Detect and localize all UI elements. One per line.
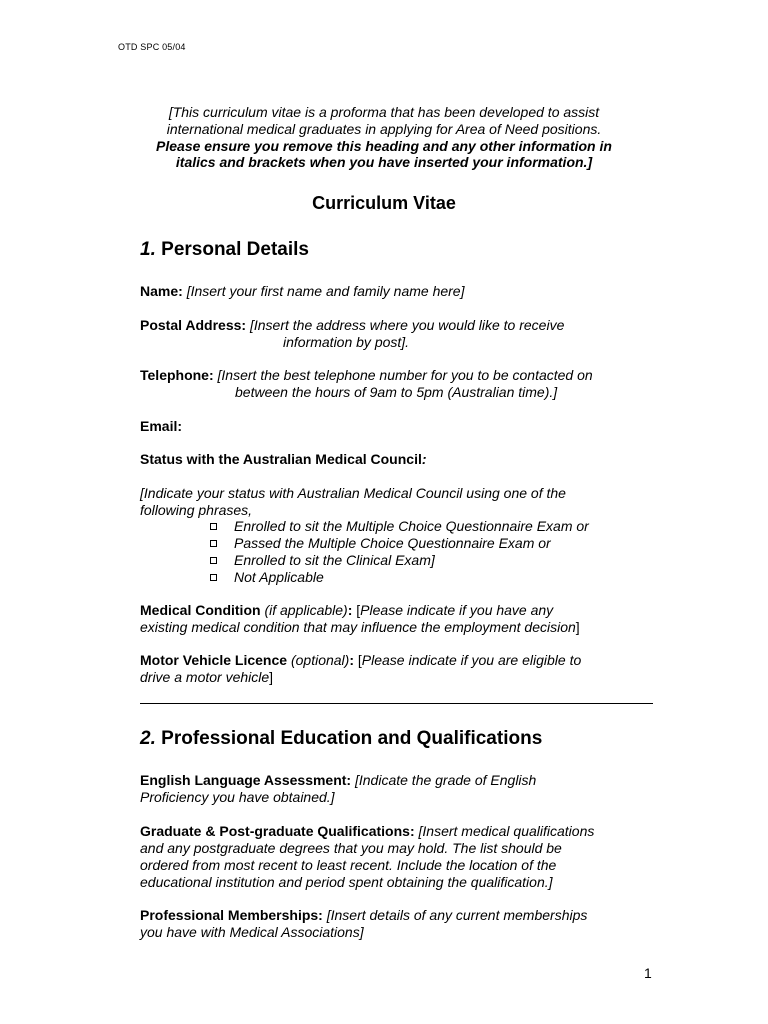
document-code: OTD SPC 05/04 xyxy=(118,42,186,52)
medical-condition-value-line-2: existing medical condition that may influence the employment decision xyxy=(140,619,576,635)
postal-value-line-1: [Insert the address where you would like to receive xyxy=(249,317,565,333)
medical-condition-qualifier: (if applicable) xyxy=(264,602,348,618)
medical-close-bracket: ] xyxy=(575,619,580,635)
telephone-field xyxy=(140,367,660,401)
english-assessment-field xyxy=(140,772,660,806)
section-divider xyxy=(140,703,653,704)
intro-line-1: [This curriculum vitae is a proforma that has been developed to assist xyxy=(168,104,600,120)
section-1-title: Personal Details xyxy=(161,239,309,260)
amc-option-text: Enrolled to sit the Clinical Exam] xyxy=(234,552,435,568)
telephone-value-line-2: between the hours of 9am to 5pm (Australian time).] xyxy=(235,384,558,400)
medical-open-bracket: [ xyxy=(356,602,361,618)
amc-option-text: Not Applicable xyxy=(234,569,324,585)
memberships-field xyxy=(140,907,660,941)
amc-status-colon: : xyxy=(421,451,427,467)
name-field xyxy=(140,283,660,300)
email-label: Email: xyxy=(140,418,183,434)
amc-status-field xyxy=(140,451,660,468)
medical-condition-label: Medical Condition xyxy=(140,602,261,618)
amc-intro-line-2: following phrases, xyxy=(140,502,253,518)
intro-line-4: italics and brackets when you have inserted your information.] xyxy=(175,154,593,171)
motor-close-bracket: ] xyxy=(269,669,274,685)
checkbox-bullet-icon xyxy=(210,574,217,581)
amc-option-text: Enrolled to sit the Multiple Choice Questionnaire Exam or xyxy=(234,518,589,534)
memberships-value-line-1: [Insert details of any current memberships xyxy=(326,907,588,923)
medical-condition-colon: : xyxy=(347,602,353,618)
checkbox-bullet-icon xyxy=(210,523,217,530)
english-assessment-value-line-2: Proficiency you have obtained.] xyxy=(140,789,335,805)
memberships-label: Professional Memberships: xyxy=(140,907,323,923)
qualifications-value-line-1: [Insert medical qualifications xyxy=(418,823,595,839)
telephone-value-line-1: [Insert the best telephone number for you to be contacted on xyxy=(217,367,593,383)
page-number: 1 xyxy=(644,965,652,981)
list-item xyxy=(208,569,589,586)
amc-status-instructions xyxy=(140,485,660,519)
name-label: Name: xyxy=(140,283,183,299)
telephone-label: Telephone: xyxy=(140,367,214,383)
motor-vehicle-label: Motor Vehicle Licence xyxy=(140,652,288,668)
memberships-value-line-2: you have with Medical Associations] xyxy=(140,924,364,940)
intro-line-3: Please ensure you remove this heading and any other information in xyxy=(156,137,612,154)
amc-option-text: Passed the Multiple Choice Questionnaire Exam or xyxy=(234,535,551,551)
qualifications-value-line-3: ordered from most recent to least recent. Include the location of the xyxy=(140,857,557,873)
list-item xyxy=(208,552,589,569)
section-2-title: Professional Education and Qualifications xyxy=(161,728,543,749)
list-item xyxy=(208,535,589,552)
section-2-number: 2. xyxy=(140,728,156,749)
amc-status-label: Status with the Australian Medical Council xyxy=(140,451,422,467)
postal-address-field xyxy=(140,317,660,351)
list-item xyxy=(208,518,589,535)
english-assessment-value-line-1: [Indicate the grade of English xyxy=(354,772,537,788)
english-assessment-label: English Language Assessment: xyxy=(140,772,352,788)
section-2-heading xyxy=(140,728,542,750)
motor-vehicle-colon: : xyxy=(349,652,354,668)
document-title: Curriculum Vitae xyxy=(312,193,456,213)
intro-line-2: international medical graduates in applying for Area of Need positions. xyxy=(166,120,602,137)
section-1-number: 1. xyxy=(140,239,156,260)
postal-label: Postal Address: xyxy=(140,317,247,333)
motor-open-bracket: [ xyxy=(357,652,362,668)
amc-intro-line-1: [Indicate your status with Australian Medical Council using one of the xyxy=(140,485,566,501)
qualifications-value-line-4: educational institution and period spent obtaining the qualification.] xyxy=(140,874,553,890)
section-1-heading xyxy=(140,239,309,261)
medical-condition-field xyxy=(140,602,660,636)
checkbox-bullet-icon xyxy=(210,540,217,547)
medical-condition-value-line-1: Please indicate if you have any xyxy=(360,602,554,618)
qualifications-field xyxy=(140,823,660,891)
intro-note xyxy=(118,104,650,171)
postal-value-line-2: information by post]. xyxy=(283,334,410,350)
name-value: [Insert your first name and family name here] xyxy=(186,283,465,299)
motor-vehicle-licence-field xyxy=(140,652,660,686)
amc-options-list xyxy=(208,518,589,586)
qualifications-label: Graduate & Post-graduate Qualifications: xyxy=(140,823,415,839)
motor-vehicle-value-line-2: drive a motor vehicle xyxy=(140,669,270,685)
motor-vehicle-qualifier: (optional) xyxy=(290,652,350,668)
motor-vehicle-value-line-1: Please indicate if you are eligible to xyxy=(361,652,582,668)
checkbox-bullet-icon xyxy=(210,557,217,564)
qualifications-value-line-2: and any postgraduate degrees that you may hold. The list should be xyxy=(140,840,562,856)
email-field xyxy=(140,418,660,435)
